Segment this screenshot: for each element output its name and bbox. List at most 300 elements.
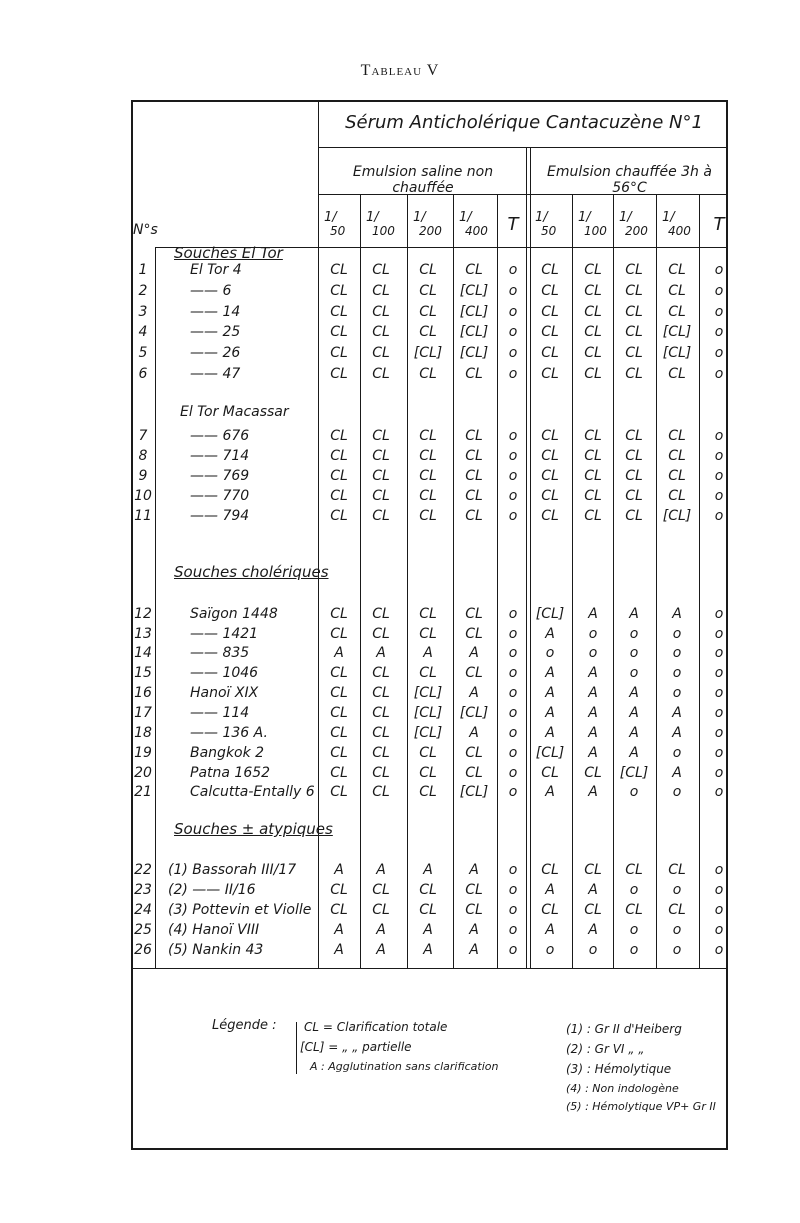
table-row	[0, 685, 800, 705]
result-cell: CL	[372, 283, 390, 299]
result-cell: o	[629, 626, 639, 642]
row-number: 14	[134, 645, 152, 661]
result-cell: o	[508, 645, 518, 661]
result-cell: o	[672, 942, 682, 958]
result-cell: CL	[330, 345, 348, 361]
result-cell: o	[672, 626, 682, 642]
row-number: 23	[134, 882, 152, 898]
strain-name: —— 769	[190, 468, 250, 484]
result-cell: CL	[465, 508, 483, 524]
result-cell: o	[629, 942, 639, 958]
table-row	[0, 428, 800, 448]
result-cell: CL	[330, 428, 348, 444]
column-header-numerator: 1/	[459, 210, 472, 225]
section-el-tor-macassar: El Tor Macassar	[180, 404, 289, 420]
result-cell: CL	[372, 705, 390, 721]
result-cell: CL	[372, 488, 390, 504]
result-cell: CL	[372, 902, 390, 918]
result-cell: A	[588, 882, 598, 898]
table-row	[0, 902, 800, 922]
column-header-denominator: 100	[372, 224, 395, 238]
result-cell: o	[714, 685, 724, 701]
result-cell: CL	[330, 508, 348, 524]
strain-name: —— 25	[190, 324, 241, 340]
table-row	[0, 366, 800, 386]
result-cell: A	[423, 942, 433, 958]
result-cell: CL	[584, 304, 602, 320]
result-cell: o	[508, 882, 518, 898]
result-cell: o	[508, 428, 518, 444]
strain-name: —— 794	[190, 508, 250, 524]
result-cell: CL	[372, 324, 390, 340]
result-cell: CL	[419, 902, 437, 918]
result-cell: o	[714, 765, 724, 781]
result-cell: o	[714, 922, 724, 938]
result-cell: CL	[419, 366, 437, 382]
result-cell: A	[629, 705, 639, 721]
result-cell: CL	[541, 262, 559, 278]
result-cell: A	[588, 745, 598, 761]
result-cell: A	[588, 784, 598, 800]
table-row	[0, 645, 800, 665]
result-cell: CL	[465, 468, 483, 484]
result-cell: CL	[625, 366, 643, 382]
row-number: 20	[134, 765, 152, 781]
column-header-denominator: 50	[541, 224, 557, 238]
result-cell: CL	[330, 665, 348, 681]
result-cell: o	[508, 665, 518, 681]
result-cell: A	[469, 645, 479, 661]
legend-item: CL = Clarification totale	[304, 1020, 448, 1034]
result-cell: o	[508, 345, 518, 361]
result-cell: o	[508, 324, 518, 340]
column-header: T	[713, 214, 725, 235]
result-cell: o	[629, 645, 639, 661]
result-cell: o	[714, 324, 724, 340]
row-number: 13	[134, 626, 152, 642]
row-number: 15	[134, 665, 152, 681]
result-cell: CL	[330, 725, 348, 741]
result-cell: CL	[541, 765, 559, 781]
result-cell: CL	[465, 665, 483, 681]
result-cell: o	[508, 366, 518, 382]
result-cell: o	[629, 784, 639, 800]
result-cell: CL	[465, 902, 483, 918]
serum-title: Sérum Anticholérique Cantacuzène N°1	[345, 112, 703, 133]
column-header-denominator: 400	[465, 224, 488, 238]
result-cell: CL	[584, 283, 602, 299]
row-number: 19	[134, 745, 152, 761]
result-cell: o	[714, 784, 724, 800]
result-cell: o	[545, 645, 555, 661]
result-cell: o	[588, 942, 598, 958]
result-cell: A	[334, 862, 344, 878]
result-cell: CL	[372, 606, 390, 622]
result-cell: CL	[541, 448, 559, 464]
result-cell: CL	[419, 765, 437, 781]
strain-name: El Tor 4	[190, 262, 242, 278]
table-row	[0, 262, 800, 282]
result-cell: A	[423, 922, 433, 938]
column-header-denominator: 200	[625, 224, 648, 238]
result-cell: CL	[465, 366, 483, 382]
strain-name: —— 1421	[190, 626, 259, 642]
row-number: 9	[138, 468, 148, 484]
strain-name: —— 47	[190, 366, 241, 382]
result-cell: o	[508, 705, 518, 721]
result-cell: o	[672, 882, 682, 898]
result-cell: A	[545, 705, 555, 721]
result-cell: CL	[419, 508, 437, 524]
strain-name: (1) Bassorah III/17	[168, 862, 297, 878]
result-cell: A	[672, 705, 682, 721]
table-row	[0, 468, 800, 488]
result-cell: CL	[465, 262, 483, 278]
result-cell: CL	[372, 626, 390, 642]
result-cell: CL	[419, 882, 437, 898]
result-cell: A	[588, 606, 598, 622]
result-cell: CL	[419, 262, 437, 278]
result-cell: CL	[372, 366, 390, 382]
result-cell: CL	[625, 488, 643, 504]
result-cell: o	[588, 645, 598, 661]
result-cell: CL	[584, 428, 602, 444]
row-number: 16	[134, 685, 152, 701]
strain-name: (4) Hanoï VIII	[168, 922, 260, 938]
result-cell: o	[508, 784, 518, 800]
divider-table-bottom	[131, 968, 728, 969]
result-cell: CL	[465, 626, 483, 642]
result-cell: A	[376, 922, 386, 938]
result-cell: CL	[584, 468, 602, 484]
result-cell: CL	[465, 488, 483, 504]
legend-note: (5) : Hémolytique VP+ Gr II	[566, 1100, 716, 1113]
result-cell: o	[714, 428, 724, 444]
result-cell: CL	[419, 304, 437, 320]
column-header: T	[507, 214, 519, 235]
result-cell: CL	[419, 606, 437, 622]
result-cell: o	[714, 468, 724, 484]
page-title: Tableau V	[360, 62, 440, 79]
result-cell: CL	[419, 283, 437, 299]
result-cell: CL	[541, 862, 559, 878]
result-cell: [CL]	[662, 345, 692, 361]
result-cell: o	[508, 488, 518, 504]
result-cell: CL	[330, 765, 348, 781]
result-cell: [CL]	[413, 705, 443, 721]
number-column-label: N°s	[133, 222, 158, 238]
result-cell: [CL]	[459, 345, 489, 361]
result-cell: A	[588, 685, 598, 701]
result-cell: CL	[419, 448, 437, 464]
result-cell: CL	[625, 345, 643, 361]
result-cell: o	[672, 784, 682, 800]
table-row	[0, 283, 800, 303]
result-cell: A	[334, 922, 344, 938]
result-cell: [CL]	[535, 745, 565, 761]
result-cell: A	[469, 862, 479, 878]
result-cell: CL	[372, 784, 390, 800]
row-number: 7	[138, 428, 148, 444]
result-cell: A	[629, 685, 639, 701]
result-cell: CL	[330, 882, 348, 898]
legend-bracket	[296, 1022, 297, 1074]
result-cell: A	[334, 645, 344, 661]
divider-serum-title	[318, 147, 728, 148]
result-cell: A	[672, 765, 682, 781]
result-cell: CL	[465, 428, 483, 444]
result-cell: CL	[625, 283, 643, 299]
strain-name: Calcutta-Entally 6	[190, 784, 315, 800]
result-cell: CL	[668, 448, 686, 464]
result-cell: CL	[330, 685, 348, 701]
result-cell: CL	[330, 606, 348, 622]
result-cell: [CL]	[413, 725, 443, 741]
result-cell: o	[508, 902, 518, 918]
result-cell: [CL]	[459, 324, 489, 340]
row-number: 18	[134, 725, 152, 741]
strain-name: Patna 1652	[190, 765, 271, 781]
result-cell: CL	[625, 324, 643, 340]
strain-name: (2) —— II/16	[168, 882, 256, 898]
row-number: 4	[138, 324, 148, 340]
result-cell: o	[714, 862, 724, 878]
table-row	[0, 488, 800, 508]
result-cell: A	[469, 725, 479, 741]
result-cell: A	[376, 942, 386, 958]
result-cell: A	[545, 685, 555, 701]
result-cell: o	[714, 262, 724, 278]
section-choleriques: Souches cholériques	[174, 563, 329, 581]
result-cell: A	[629, 725, 639, 741]
row-number: 25	[134, 922, 152, 938]
row-number: 1	[138, 262, 148, 278]
strain-name: —— 114	[190, 705, 250, 721]
result-cell: CL	[330, 324, 348, 340]
table-row	[0, 665, 800, 685]
table-row	[0, 922, 800, 942]
result-cell: A	[672, 725, 682, 741]
result-cell: [CL]	[662, 324, 692, 340]
result-cell: o	[508, 606, 518, 622]
result-cell: o	[508, 745, 518, 761]
result-cell: o	[714, 606, 724, 622]
column-header-numerator: 1/	[662, 210, 675, 225]
result-cell: A	[588, 922, 598, 938]
result-cell: CL	[668, 283, 686, 299]
strain-name: —— 835	[190, 645, 250, 661]
result-cell: o	[714, 283, 724, 299]
result-cell: o	[714, 665, 724, 681]
table-row	[0, 606, 800, 626]
result-cell: CL	[465, 882, 483, 898]
result-cell: o	[508, 942, 518, 958]
result-cell: A	[469, 942, 479, 958]
result-cell: CL	[668, 366, 686, 382]
table-row	[0, 725, 800, 745]
legend-note: (1) : Gr II d'Heiberg	[566, 1022, 682, 1036]
result-cell: A	[588, 665, 598, 681]
column-header-numerator: 1/	[535, 210, 548, 225]
result-cell: o	[714, 488, 724, 504]
result-cell: CL	[419, 745, 437, 761]
result-cell: o	[508, 685, 518, 701]
result-cell: CL	[419, 488, 437, 504]
row-number: 26	[134, 942, 152, 958]
result-cell: CL	[541, 508, 559, 524]
result-cell: o	[714, 882, 724, 898]
result-cell: CL	[465, 765, 483, 781]
table-row	[0, 508, 800, 528]
result-cell: CL	[419, 784, 437, 800]
result-cell: A	[376, 862, 386, 878]
legend-item: A : Agglutination sans clarification	[310, 1060, 499, 1073]
result-cell: A	[423, 862, 433, 878]
column-header-numerator: 1/	[578, 210, 591, 225]
result-cell: CL	[330, 902, 348, 918]
strain-name: —— 770	[190, 488, 250, 504]
result-cell: o	[508, 283, 518, 299]
result-cell: o	[714, 508, 724, 524]
result-cell: o	[508, 468, 518, 484]
result-cell: CL	[625, 428, 643, 444]
result-cell: o	[714, 705, 724, 721]
result-cell: CL	[668, 862, 686, 878]
result-cell: CL	[419, 665, 437, 681]
result-cell: CL	[330, 468, 348, 484]
column-header	[322, 210, 356, 240]
result-cell: o	[714, 902, 724, 918]
strain-name: —— 136 A.	[190, 725, 268, 741]
result-cell: CL	[372, 745, 390, 761]
strain-name: —— 714	[190, 448, 250, 464]
result-cell: CL	[668, 902, 686, 918]
row-number: 21	[134, 784, 152, 800]
column-header	[533, 210, 567, 240]
table-row	[0, 882, 800, 902]
column-header	[364, 210, 398, 240]
result-cell: CL	[541, 304, 559, 320]
result-cell: o	[714, 304, 724, 320]
strain-name: (5) Nankin 43	[168, 942, 264, 958]
result-cell: o	[714, 448, 724, 464]
legend-title: Légende :	[212, 1018, 277, 1033]
result-cell: [CL]	[459, 705, 489, 721]
result-cell: CL	[668, 262, 686, 278]
result-cell: CL	[584, 488, 602, 504]
result-cell: CL	[668, 488, 686, 504]
legend-item: [CL] = „ „ partielle	[300, 1040, 412, 1054]
result-cell: CL	[419, 468, 437, 484]
result-cell: o	[672, 745, 682, 761]
result-cell: A	[545, 665, 555, 681]
result-cell: o	[714, 345, 724, 361]
column-header	[457, 210, 491, 240]
result-cell: A	[672, 606, 682, 622]
result-cell: CL	[330, 488, 348, 504]
strain-name: —— 1046	[190, 665, 259, 681]
row-number: 2	[138, 283, 148, 299]
row-number: 24	[134, 902, 152, 918]
result-cell: CL	[584, 508, 602, 524]
result-cell: CL	[541, 324, 559, 340]
result-cell: CL	[541, 468, 559, 484]
strain-name: Bangkok 2	[190, 745, 265, 761]
strain-name: —— 14	[190, 304, 241, 320]
table-row	[0, 745, 800, 765]
table-row	[0, 705, 800, 725]
legend-note: (3) : Hémolytique	[566, 1062, 672, 1076]
result-cell: o	[714, 942, 724, 958]
result-cell: o	[629, 882, 639, 898]
result-cell: CL	[372, 345, 390, 361]
result-cell: CL	[372, 428, 390, 444]
strain-name: Hanoï XIX	[190, 685, 259, 701]
row-number: 17	[134, 705, 152, 721]
result-cell: A	[545, 882, 555, 898]
result-cell: CL	[330, 745, 348, 761]
result-cell: o	[714, 366, 724, 382]
table-row	[0, 942, 800, 962]
result-cell: CL	[419, 626, 437, 642]
result-cell: CL	[625, 304, 643, 320]
result-cell: CL	[330, 366, 348, 382]
result-cell: CL	[330, 705, 348, 721]
result-cell: CL	[584, 345, 602, 361]
result-cell: CL	[584, 366, 602, 382]
result-cell: A	[423, 645, 433, 661]
result-cell: CL	[372, 508, 390, 524]
result-cell: o	[508, 262, 518, 278]
result-cell: A	[588, 705, 598, 721]
column-header-numerator: 1/	[619, 210, 632, 225]
result-cell: o	[629, 922, 639, 938]
section-el-tor: Souches El Tor	[174, 244, 283, 262]
column-header-numerator: 1/	[324, 210, 337, 225]
result-cell: CL	[419, 324, 437, 340]
result-cell: CL	[330, 262, 348, 278]
result-cell: CL	[330, 448, 348, 464]
column-header	[411, 210, 445, 240]
result-cell: [CL]	[413, 685, 443, 701]
result-cell: A	[334, 942, 344, 958]
result-cell: o	[545, 942, 555, 958]
legend-note: (4) : Non indologène	[566, 1082, 679, 1095]
result-cell: A	[545, 784, 555, 800]
column-header-denominator: 50	[330, 224, 346, 238]
row-number: 8	[138, 448, 148, 464]
result-cell: CL	[372, 665, 390, 681]
strain-name: —— 26	[190, 345, 241, 361]
row-number: 12	[134, 606, 152, 622]
result-cell: CL	[625, 262, 643, 278]
result-cell: CL	[541, 428, 559, 444]
result-cell: A	[545, 626, 555, 642]
group-title-unheated: Emulsion saline non chauffée	[352, 164, 494, 196]
result-cell: CL	[541, 488, 559, 504]
result-cell: CL	[541, 902, 559, 918]
column-header-numerator: 1/	[413, 210, 426, 225]
group-title-heated: Emulsion chauffée 3h à 56°C	[547, 164, 712, 196]
result-cell: A	[545, 922, 555, 938]
result-cell: CL	[625, 902, 643, 918]
strain-name: Saïgon 1448	[190, 606, 278, 622]
result-cell: CL	[372, 262, 390, 278]
result-cell: o	[672, 685, 682, 701]
result-cell: CL	[584, 902, 602, 918]
result-cell: CL	[541, 366, 559, 382]
result-cell: CL	[625, 448, 643, 464]
